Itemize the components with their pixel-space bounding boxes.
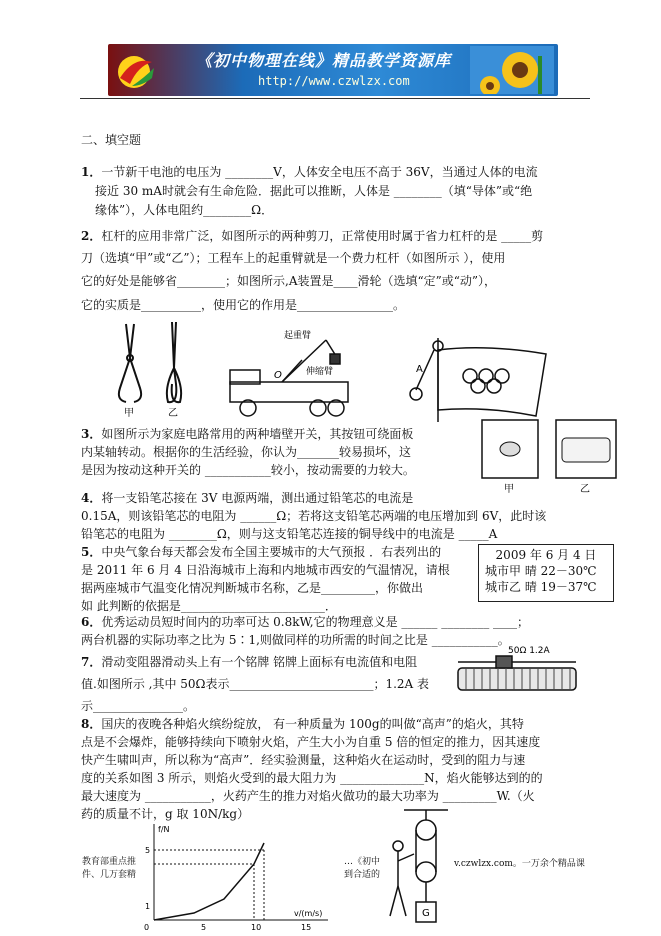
crane-load bbox=[330, 354, 340, 364]
flagpole-figure bbox=[386, 330, 556, 422]
wall-switch-figure bbox=[472, 416, 622, 496]
q5-line1 bbox=[81, 544, 441, 560]
weather-table bbox=[478, 544, 614, 602]
crane-label-o: O bbox=[274, 370, 282, 381]
q5-line4: 如 此判断的依据是________________________． bbox=[81, 599, 337, 613]
q2-line1 bbox=[81, 228, 543, 244]
bottom-left-note bbox=[82, 856, 136, 882]
q7-line3: 示_______________。 bbox=[81, 699, 196, 713]
chart-ylabel: f/N bbox=[158, 825, 170, 834]
chart-series-line bbox=[154, 843, 264, 920]
q3-line3: 是因为按动这种开关的 ___________较小，按动需要的力较大。 bbox=[81, 463, 415, 477]
chart-x-tick-2: 15 bbox=[301, 923, 312, 932]
q1-line3: 缘体”），人体电阻约________Ω． bbox=[95, 203, 274, 217]
fixed-pulley bbox=[416, 820, 436, 840]
q1-number: 1． bbox=[81, 165, 102, 179]
switch-label-yi: 乙 bbox=[580, 484, 590, 495]
q6-number: 6． bbox=[81, 615, 102, 629]
q8-line4: 度的关系如图 3 所示，则焰火受到的最大阻力为 ______________N，焰火能够达到的的 bbox=[81, 771, 543, 785]
crane-label-boom: 起重臂 bbox=[284, 331, 312, 341]
scissors-yi-drawing bbox=[167, 322, 181, 402]
bottom-right-note-1: …《初中 bbox=[344, 857, 381, 867]
bottom-right-note-left bbox=[344, 856, 380, 882]
q6-text-1: 优秀运动员短时间内的功率可达 0.8kW,它的物理意义是 ______ ________ ____； bbox=[101, 615, 530, 629]
rheostat-nameplate: 50Ω 1.2A bbox=[508, 646, 550, 656]
pulley-figure bbox=[384, 806, 454, 934]
fig-label-jia: 甲 bbox=[124, 408, 134, 418]
q5-number: 5． bbox=[81, 545, 102, 559]
q5-text-1: 中央气象台每天都会发布全国主要城市的大气预报 ．右表列出的 bbox=[101, 545, 442, 559]
q4-number: 4． bbox=[81, 491, 102, 505]
crane-label-telescope: 伸缩臂 bbox=[306, 367, 334, 377]
chart-y-tick-0: 1 bbox=[145, 902, 151, 911]
q4-line2: 0.15A，则该铅笔芯的电阻为 ______Ω；若将这支铅笔芯两端的电压增加到 6V，此时该 bbox=[81, 509, 547, 523]
q7-number: 7． bbox=[81, 655, 102, 669]
sunflower-image bbox=[470, 46, 554, 94]
section-title: 二、填空题 bbox=[81, 133, 142, 147]
movable-pulley bbox=[416, 862, 436, 882]
scissors-figure bbox=[106, 318, 196, 418]
q2-line4: 它的实质是__________，使用它的作用是________________。 bbox=[81, 298, 406, 312]
switch-jia-button bbox=[500, 442, 520, 456]
chart-xlabel: v/(m/s) bbox=[294, 909, 323, 918]
force-velocity-chart bbox=[140, 822, 340, 936]
switch-yi-button bbox=[562, 438, 610, 462]
olympic-flag bbox=[438, 348, 546, 416]
rheostat-figure bbox=[450, 642, 590, 702]
bottom-right-note-2: 到合适的 bbox=[344, 870, 381, 880]
header-banner bbox=[108, 44, 558, 96]
weather-city-jia: 城市甲 晴 22－30℃ bbox=[485, 564, 597, 578]
q6-line2: 两台机器的实际功率之比为 5∶1,则做同样的功所需的时间之比是 ___________。 bbox=[81, 633, 510, 647]
q4-line3: 铅笔芯的电阻为 ________Ω，则与这支铅笔芯连接的铜导线中的电流是 _____A bbox=[81, 527, 498, 541]
q4-text-1: 将一支铅笔芯接在 3V 电源两端，测出通过铅笔芯的电流是 bbox=[101, 491, 414, 505]
q8-line1 bbox=[81, 716, 524, 732]
q3-text-1: 如图所示为家庭电路常用的两种墙壁开关，其按钮可绕面板 bbox=[101, 427, 414, 441]
chart-origin-label: 0 bbox=[144, 923, 150, 932]
q4-line1 bbox=[81, 490, 413, 506]
q2-text-1: 杠杆的应用非常广泛，如图所示的两种剪刀，正常使用时属于省力杠杆的是 _____剪 bbox=[101, 229, 544, 243]
q1-line2: 接近 30 mA时就会有生命危险．据此可以推断，人体是 ________（填“导体”或“绝 bbox=[95, 184, 533, 198]
q7-text-1: 滑动变阻器滑动头上有一个铭牌 铭牌上面标有电流值和电阻 bbox=[101, 655, 418, 669]
q7-line2: 值.如图所示 ,其中 50Ω表示________________________；1.2A 表 bbox=[81, 677, 430, 691]
q1-text-1: 一节新干电池的电压为 ________V，人体安全电压不高于 36V，当通过人体的电流 bbox=[101, 165, 538, 179]
pliers-jia-drawing bbox=[119, 324, 141, 402]
weight-label-g: G bbox=[422, 908, 430, 919]
weather-date: 2009 年 6 月 4 日 bbox=[495, 548, 597, 562]
q8-line3: 快产生啸叫声，所以称为“高声”．经实验测量，这种焰火在运动时，受到的阻力与速 bbox=[81, 753, 526, 767]
banner-title: 《初中物理在线》精品教学资源库 bbox=[196, 51, 452, 70]
q2-number: 2． bbox=[81, 229, 102, 243]
bottom-right-note-3: v.czwlzx.com。一万余个精品课 bbox=[454, 859, 585, 869]
bottom-left-note-2: 件、几万套精 bbox=[82, 870, 137, 880]
fig-label-yi: 乙 bbox=[168, 408, 178, 418]
bottom-left-note-1: 教育部重点推 bbox=[82, 857, 137, 867]
crane-truck-figure bbox=[222, 326, 362, 418]
rheostat-coil bbox=[458, 668, 576, 690]
rheostat-slider bbox=[496, 656, 512, 668]
q5-line3: 据两座城市气温变化情况判断城市名称，乙是_________，你做出 bbox=[81, 581, 424, 595]
q8-line6: 药的质量不计，g 取 10N/kg） bbox=[81, 807, 250, 821]
q3-line1 bbox=[81, 426, 413, 442]
q2-line2: 刀（选填“甲”或“乙”）；工程车上的起重臂就是一个费力杠杆（如图所示 ），使用 bbox=[81, 251, 506, 265]
q6-line1 bbox=[81, 614, 529, 630]
flag-label-a: A bbox=[416, 364, 423, 375]
q3-line2: 内某轴转动。根据你的生活经验，你认为_______较易损坏，这 bbox=[81, 445, 412, 459]
q2-line3: 它的好处是能够省________；如图所示,A装置是____滑轮（选填“定”或“动”）， bbox=[81, 274, 497, 288]
chart-x-tick-0: 5 bbox=[201, 923, 207, 932]
q5-line2: 是 2011 年 6 月 4 日沿海城市上海和内地城市西安的气温情况，请根 bbox=[81, 563, 450, 577]
switch-label-jia: 甲 bbox=[504, 484, 514, 495]
banner-url[interactable]: http://www.czwlzx.com bbox=[258, 74, 410, 88]
header-rule bbox=[80, 98, 590, 99]
q8-number: 8． bbox=[81, 717, 102, 731]
q3-number: 3． bbox=[81, 427, 102, 441]
chart-x-tick-1: 10 bbox=[251, 923, 262, 932]
q8-text-1: 国庆的夜晚各种焰火缤纷绽放， 有一种质量为 100g的叫做“高声”的焰火，其特 bbox=[101, 717, 524, 731]
q1-line1 bbox=[81, 164, 538, 180]
q7-line1 bbox=[81, 654, 417, 670]
person-head bbox=[393, 841, 403, 851]
weather-city-yi: 城市乙 晴 19－37℃ bbox=[485, 580, 597, 594]
q8-line5: 最大速度为 ___________，火药产生的推力对焰火做功的最大功率为 _________W.（火 bbox=[81, 789, 535, 803]
chart-y-tick-1: 5 bbox=[145, 846, 151, 855]
truck-body bbox=[230, 382, 348, 402]
q8-line2: 点是不会爆炸，能够持续向下喷射火焰，产生大小为自重 5 倍的恒定的推力，因其速度 bbox=[81, 735, 541, 749]
site-logo bbox=[112, 48, 160, 92]
